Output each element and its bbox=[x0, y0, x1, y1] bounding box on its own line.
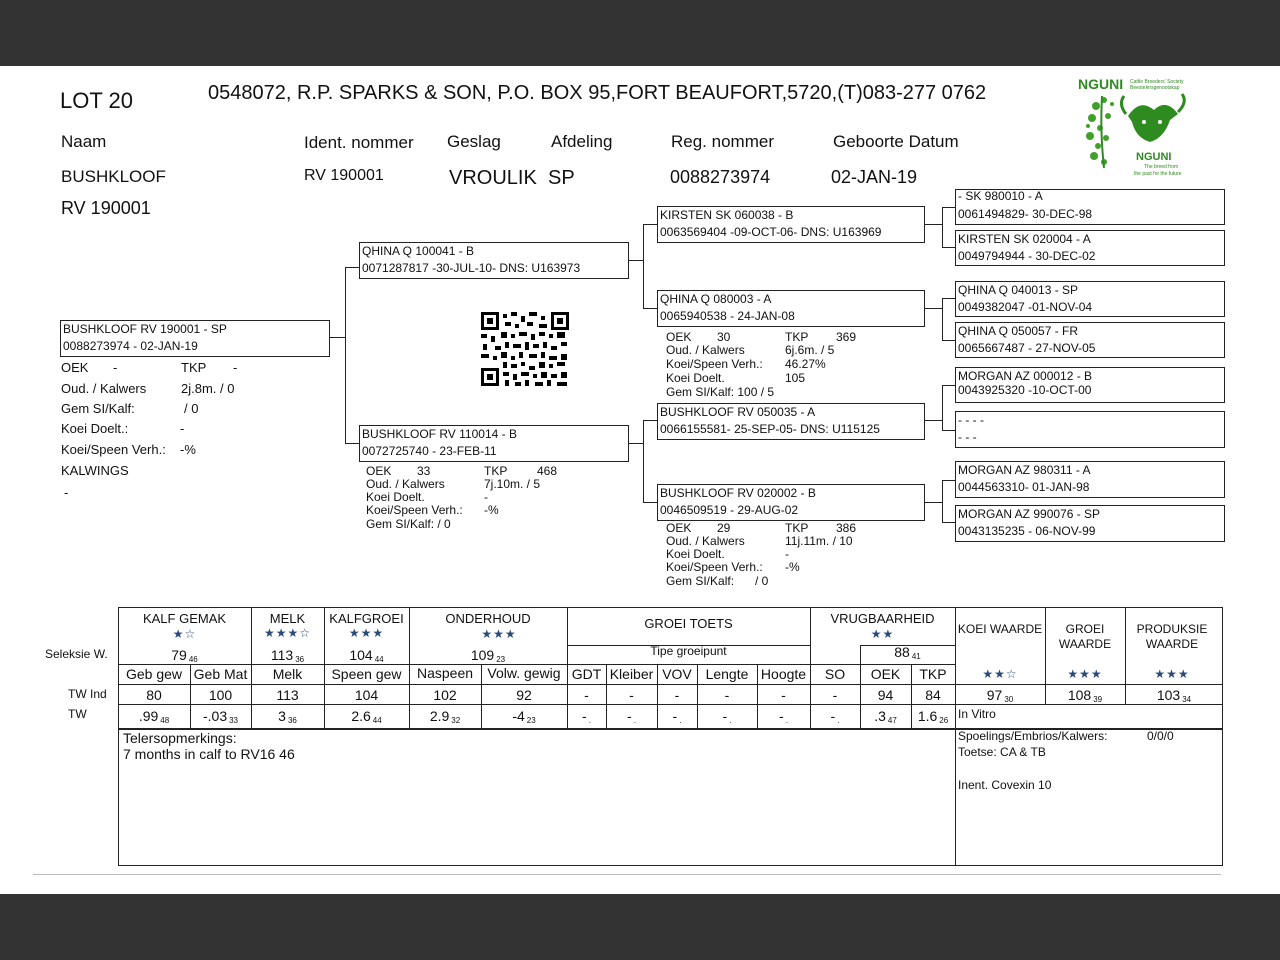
sub: . bbox=[729, 716, 732, 725]
col-header: Melk bbox=[272, 666, 303, 682]
line bbox=[942, 298, 943, 340]
line bbox=[925, 502, 942, 503]
spoelings-value: 0/0/0 bbox=[1147, 729, 1174, 743]
dd-gem: / 0 bbox=[755, 574, 769, 588]
sub: 47 bbox=[887, 716, 897, 725]
stars-groei: ★★★ bbox=[1067, 667, 1103, 681]
in-vitro-label: In Vitro bbox=[958, 707, 996, 721]
dam-speen-label: Koei/Speen Verh.: bbox=[366, 503, 463, 517]
value-reg: 0088273974 bbox=[670, 167, 771, 187]
subject-speen: -% bbox=[180, 442, 196, 457]
breeder-info: 0548072, R.P. SPARKS & SON, P.O. BOX 95,FORT BEAUFORT,5720,(T)083-277 0762 bbox=[208, 82, 987, 104]
subject-kalwings-label: KALWINGS bbox=[61, 463, 129, 478]
sub: . bbox=[633, 716, 636, 725]
twind-groei bbox=[1045, 687, 1125, 704]
logo-brand-text-2: NGUNI bbox=[1136, 151, 1172, 163]
twind-cell: - bbox=[832, 687, 838, 703]
sub: 26 bbox=[939, 716, 949, 725]
ggp-reg: 0061494829- 30-DEC-98 bbox=[958, 207, 1093, 221]
twind-cell: 113 bbox=[276, 687, 299, 703]
col-header: TKP bbox=[919, 666, 947, 682]
sd-oek: 30 bbox=[717, 330, 731, 344]
value: 113 bbox=[270, 647, 294, 663]
sub: . bbox=[588, 716, 591, 725]
ggp-reg: 0049794944 - 30-DEC-02 bbox=[958, 249, 1096, 263]
ggp-box bbox=[955, 367, 1225, 403]
toetse: Toetse: CA & TB bbox=[958, 745, 1046, 759]
line bbox=[925, 420, 942, 421]
value: -.03 bbox=[202, 708, 228, 724]
value: 97 bbox=[986, 687, 1003, 703]
ggp-box bbox=[955, 411, 1225, 448]
dam-tkp-label: TKP bbox=[484, 464, 508, 478]
subject-name: BUSHKLOOF RV 190001 - SP bbox=[63, 322, 227, 336]
value: 103 bbox=[1156, 687, 1181, 703]
sub: 36 bbox=[287, 716, 297, 725]
table-line bbox=[118, 684, 1223, 685]
col-header: Speen gew bbox=[331, 666, 402, 682]
dd-speen-label: Koei/Speen Verh.: bbox=[666, 560, 763, 574]
dam-name: BUSHKLOOF RV 110014 - B bbox=[362, 427, 517, 441]
line bbox=[629, 443, 643, 444]
label-naam: Naam bbox=[61, 132, 107, 151]
line bbox=[942, 207, 955, 208]
line bbox=[942, 207, 943, 247]
sd-oud-label: Oud. / Kalwers bbox=[666, 343, 745, 357]
col-header: Lengte bbox=[705, 666, 749, 682]
ss-reg: 0063569404 -09-OCT-06- DNS: U163969 bbox=[660, 225, 882, 239]
ggp-name: MORGAN AZ 990076 - SP bbox=[958, 507, 1101, 521]
value: - bbox=[582, 708, 587, 724]
sel-kalfgroei bbox=[324, 647, 409, 664]
remarks-text: 7 months in calf to RV16 46 bbox=[123, 746, 295, 762]
sub: 46 bbox=[188, 655, 198, 664]
subject-tkp: - bbox=[233, 360, 238, 375]
dam-oek: 33 bbox=[417, 464, 431, 478]
label-afdeling: Afdeling bbox=[551, 132, 613, 151]
dd-oud-label: Oud. / Kalwers bbox=[666, 534, 745, 548]
twind-cell: 100 bbox=[208, 687, 233, 703]
subject-reg: 0088273974 - 02-JAN-19 bbox=[63, 339, 198, 353]
dam-oud: 7j.10m. / 5 bbox=[484, 477, 541, 491]
value: .3 bbox=[874, 708, 886, 724]
tw-cell bbox=[481, 708, 567, 725]
ggp-box bbox=[955, 189, 1225, 225]
ss-box bbox=[657, 206, 925, 243]
dam-doelt: - bbox=[484, 490, 488, 504]
line bbox=[643, 502, 657, 503]
ggp-reg: 0049382047 -01-NOV-04 bbox=[958, 300, 1093, 314]
sub: 44 bbox=[372, 716, 382, 725]
line bbox=[942, 430, 955, 431]
stars-vrug: ★★ bbox=[870, 627, 895, 641]
sub: 41 bbox=[911, 652, 921, 661]
col-header: Kleiber bbox=[609, 666, 654, 682]
logo-brand-text: NGUNI bbox=[1078, 76, 1124, 92]
tw-cell bbox=[911, 708, 955, 725]
ggp-box bbox=[955, 322, 1225, 358]
tw-cell bbox=[190, 708, 251, 725]
dam-reg: 0072725740 - 23-FEB-11 bbox=[362, 444, 497, 458]
line bbox=[942, 385, 955, 386]
sd-box bbox=[657, 290, 925, 327]
twind-cell: - bbox=[674, 687, 680, 703]
line bbox=[345, 267, 359, 268]
top-band bbox=[0, 0, 1280, 66]
dam-gem-label: Gem SI/Kalf: / 0 bbox=[366, 517, 451, 531]
ggp-box bbox=[955, 281, 1225, 317]
dd-doelt: - bbox=[785, 547, 789, 561]
subject-speen-label: Koei/Speen Verh.: bbox=[61, 442, 166, 457]
dam-oud-label: Oud. / Kalwers bbox=[366, 477, 445, 491]
twind-cell: 92 bbox=[516, 687, 532, 703]
line bbox=[345, 267, 346, 443]
sire-box bbox=[359, 242, 629, 279]
ggp-reg: 0043925320 -10-OCT-00 bbox=[958, 383, 1092, 397]
twind-cell: - bbox=[584, 687, 589, 703]
value: 1.6 bbox=[917, 708, 938, 724]
dd-doelt-label: Koei Doelt. bbox=[666, 547, 725, 561]
subject-doelt-label: Koei Doelt.: bbox=[61, 421, 129, 436]
dd-name: BUSHKLOOF RV 020002 - B bbox=[660, 486, 816, 500]
ds-name: BUSHKLOOF RV 050035 - A bbox=[660, 405, 816, 419]
dam-tkp: 468 bbox=[537, 464, 558, 478]
stars-onderhoud: ★★★ bbox=[481, 627, 517, 641]
sd-name: QHINA Q 080003 - A bbox=[660, 292, 772, 306]
dam-doelt-label: Koei Doelt. bbox=[366, 490, 425, 504]
spoelings-label: Spoelings/Embrios/Kalwers: bbox=[958, 729, 1108, 743]
value-geboorte: 02-JAN-19 bbox=[831, 167, 918, 187]
line bbox=[942, 298, 955, 299]
ss-name: KIRSTEN SK 060038 - B bbox=[660, 208, 794, 222]
value-ident: RV 190001 bbox=[304, 167, 384, 184]
value: 104 bbox=[349, 647, 373, 663]
group-kalfgroei: KALFGROEI bbox=[329, 611, 404, 626]
tw-cell bbox=[567, 708, 606, 725]
ggp-reg: 0044563310- 01-JAN-98 bbox=[958, 480, 1090, 494]
ggp-name: QHINA Q 040013 - SP bbox=[958, 283, 1079, 297]
group-kalf-gemak: KALF GEMAK bbox=[142, 611, 227, 626]
ds-reg: 0066155581- 25-SEP-05- DNS: U115125 bbox=[660, 422, 880, 436]
row-label-seleksie: Seleksie W. bbox=[45, 647, 108, 661]
col-header: OEK bbox=[870, 666, 901, 682]
dd-oek: 29 bbox=[717, 521, 731, 535]
twind-cell: 102 bbox=[433, 687, 457, 703]
sub: . bbox=[785, 716, 788, 725]
sire-name: QHINA Q 100041 - B bbox=[362, 244, 475, 258]
subject-oek-label: OEK bbox=[61, 360, 89, 375]
line bbox=[329, 337, 345, 338]
sub: . bbox=[679, 716, 682, 725]
value: - bbox=[672, 708, 678, 724]
sub: . bbox=[837, 716, 840, 725]
tw-cell bbox=[251, 708, 324, 725]
stars-koei: ★★☆ bbox=[982, 667, 1018, 681]
sd-gem-label: Gem SI/Kalf: 100 / 5 bbox=[666, 385, 775, 399]
tw-cell bbox=[657, 708, 697, 725]
value: 2.9 bbox=[429, 708, 450, 724]
ggp-box bbox=[955, 461, 1225, 498]
value: - bbox=[627, 708, 632, 724]
col-header: Naspeen bbox=[416, 665, 474, 681]
tw-cell bbox=[697, 708, 757, 725]
value: 108 bbox=[1067, 687, 1092, 703]
group-groei-toets: GROEI TOETS bbox=[644, 616, 733, 631]
nguni-logo bbox=[1078, 76, 1210, 178]
col-header: VOV bbox=[662, 666, 692, 682]
ggp-reg: 0043135235 - 06-NOV-99 bbox=[958, 524, 1096, 538]
subject-tkp-label: TKP bbox=[181, 360, 207, 375]
stars-kalf: ★☆ bbox=[172, 627, 197, 641]
logo-tagline-2: the past for the future bbox=[1134, 171, 1182, 177]
tw-cell bbox=[324, 708, 409, 725]
twind-koei bbox=[955, 687, 1045, 704]
line bbox=[942, 247, 955, 248]
ggp-name: - - - - bbox=[958, 413, 984, 427]
col-header: SO bbox=[824, 666, 846, 682]
value: - bbox=[722, 708, 728, 724]
sd-oek-label: OEK bbox=[666, 330, 692, 344]
logo-tagline-1: The breed from bbox=[1144, 164, 1179, 170]
line bbox=[643, 308, 657, 309]
twind-cell: 84 bbox=[925, 687, 941, 703]
dd-reg: 0046509519 - 29-AUG-02 bbox=[660, 503, 799, 517]
sub: 33 bbox=[229, 716, 239, 725]
label-geslag: Geslag bbox=[447, 132, 501, 151]
logo-society-2: Beestelersgenootskap bbox=[1130, 85, 1180, 91]
sire-reg: 0071287817 -30-JUL-10- DNS: U163973 bbox=[362, 261, 581, 275]
group-vrugbaarheid: VRUGBAARHEID bbox=[830, 611, 935, 626]
table-line bbox=[118, 704, 1223, 705]
sub: 30 bbox=[1004, 695, 1014, 704]
value: - bbox=[830, 708, 836, 724]
stars-melk: ★★★☆ bbox=[263, 626, 312, 640]
label-ident: Ident. nommer bbox=[304, 133, 414, 152]
group-tipe-groeipunt: Tipe groeipunt bbox=[650, 644, 727, 658]
sub: 32 bbox=[451, 716, 461, 725]
tw-cell bbox=[118, 708, 190, 725]
sd-speen: 46.27% bbox=[785, 357, 826, 371]
ggp-reg: 0065667487 - 27-NOV-05 bbox=[958, 341, 1096, 355]
ggp-name: KIRSTEN SK 020004 - A bbox=[958, 232, 1091, 246]
line bbox=[643, 224, 644, 308]
sub: 39 bbox=[1093, 695, 1103, 704]
bottom-band bbox=[0, 894, 1280, 960]
dd-gem-label: Gem SI/Kalf: bbox=[666, 574, 735, 588]
value: 79 bbox=[171, 647, 187, 663]
sd-doelt-label: Koei Doelt. bbox=[666, 371, 725, 385]
value-geslag: VROULIK bbox=[449, 167, 537, 189]
col-header: Volw. gewig bbox=[487, 665, 561, 681]
sub: 48 bbox=[160, 716, 170, 725]
line bbox=[942, 385, 943, 430]
ggp-name: MORGAN AZ 000012 - B bbox=[958, 369, 1093, 383]
value: 2.6 bbox=[351, 708, 371, 724]
line bbox=[345, 443, 359, 444]
logo-society-1: Cattle Breeders' Society bbox=[1130, 79, 1184, 85]
value: 109 bbox=[470, 647, 495, 663]
ggp-reg: - - - bbox=[958, 430, 977, 444]
col-header: GDT bbox=[571, 666, 602, 682]
twind-cell: 94 bbox=[877, 687, 894, 703]
value: 88 bbox=[894, 644, 910, 660]
line bbox=[942, 340, 955, 341]
group-koei-waarde: KOEI WAARDE bbox=[957, 622, 1043, 636]
dd-oek-label: OEK bbox=[666, 521, 692, 535]
sd-reg: 0065940538 - 24-JAN-08 bbox=[660, 309, 795, 323]
twind-cell: - bbox=[781, 687, 786, 703]
tw-cell bbox=[606, 708, 657, 725]
twind-cell: - bbox=[724, 687, 730, 703]
twind-cell: - bbox=[629, 687, 634, 703]
value-afdeling: SP bbox=[548, 167, 575, 189]
ggp-name: - SK 980010 - A bbox=[958, 189, 1043, 203]
value: 3 bbox=[278, 708, 286, 724]
group-onderhoud: ONDERHOUD bbox=[445, 611, 531, 626]
ggp-box bbox=[955, 505, 1225, 542]
footer-rule bbox=[33, 874, 1221, 875]
sd-oud: 6j.6m. / 5 bbox=[785, 343, 835, 357]
sd-speen-label: Koei/Speen Verh.: bbox=[666, 357, 763, 371]
sd-tkp: 369 bbox=[836, 330, 857, 344]
sd-doelt: 105 bbox=[785, 371, 806, 385]
subject-oek: - bbox=[113, 360, 118, 375]
subject-box bbox=[60, 320, 330, 357]
tw-cell bbox=[810, 708, 860, 725]
subject-oud-label: Oud. / Kalwers bbox=[61, 381, 147, 396]
dd-tkp-label: TKP bbox=[785, 521, 809, 535]
lot-number: LOT 20 bbox=[60, 88, 133, 113]
line bbox=[643, 420, 644, 502]
subject-gem-label: Gem SI/Kalf: bbox=[61, 401, 135, 416]
line bbox=[643, 224, 657, 225]
dd-speen: -% bbox=[785, 560, 800, 574]
value: - bbox=[779, 708, 784, 724]
sub: 34 bbox=[1182, 695, 1192, 704]
table-line bbox=[955, 607, 956, 866]
sub: 44 bbox=[374, 655, 384, 664]
sel-melk bbox=[251, 647, 324, 664]
line bbox=[925, 224, 942, 225]
value-naam: BUSHKLOOF bbox=[61, 167, 166, 186]
tw-cell bbox=[860, 708, 911, 725]
subject-kalwings: - bbox=[64, 485, 69, 500]
line bbox=[629, 260, 643, 261]
dd-tkp: 386 bbox=[836, 521, 857, 535]
sub: 23 bbox=[496, 655, 506, 664]
twind-prod bbox=[1125, 687, 1223, 704]
qr-code bbox=[481, 312, 569, 386]
col-header: Geb gew bbox=[125, 666, 183, 682]
twind-cell: 104 bbox=[354, 687, 379, 703]
subject-gem: / 0 bbox=[184, 401, 199, 416]
sel-onderhoud bbox=[409, 647, 567, 664]
line bbox=[925, 308, 942, 309]
twind-cell: 80 bbox=[146, 687, 162, 703]
stars-prod: ★★★ bbox=[1154, 667, 1190, 681]
value: .99 bbox=[138, 708, 159, 724]
label-reg: Reg. nommer bbox=[671, 132, 774, 151]
label-geboorte: Geboorte Datum bbox=[833, 132, 959, 151]
sel-vrug bbox=[860, 644, 955, 661]
row-label-twind: TW Ind bbox=[68, 687, 107, 701]
tw-cell bbox=[409, 708, 481, 725]
ggp-box bbox=[955, 230, 1225, 266]
tw-cell bbox=[757, 708, 810, 725]
group-produksie-waarde: PRODUKSIE WAARDE bbox=[1136, 622, 1208, 651]
inent: Inent. Covexin 10 bbox=[958, 778, 1052, 792]
line bbox=[942, 480, 955, 481]
ggp-name: QHINA Q 050057 - FR bbox=[958, 324, 1079, 338]
subject-doelt: - bbox=[180, 421, 185, 436]
dam-oek-label: OEK bbox=[366, 464, 392, 478]
sel-kalf bbox=[118, 647, 251, 664]
row-label-tw: TW bbox=[68, 707, 87, 721]
sd-tkp-label: TKP bbox=[785, 330, 809, 344]
subject-oud: 2j.8m. / 0 bbox=[181, 381, 235, 396]
ds-box bbox=[657, 403, 925, 440]
line bbox=[942, 480, 943, 522]
group-melk: MELK bbox=[269, 611, 306, 626]
sub: 23 bbox=[526, 716, 536, 725]
remarks-label: Telersopmerkings: bbox=[123, 730, 237, 746]
stars-kalfgroei: ★★★ bbox=[348, 626, 385, 640]
col-header: Hoogte bbox=[760, 666, 807, 682]
line bbox=[942, 522, 955, 523]
dd-box bbox=[657, 484, 925, 521]
group-groei-waarde: GROEI WAARDE bbox=[1058, 622, 1112, 651]
sub: 36 bbox=[295, 655, 305, 664]
col-header: Geb Mat bbox=[193, 666, 248, 682]
dd-oud: 11j.11m. / 10 bbox=[785, 534, 853, 548]
ggp-name: MORGAN AZ 980311 - A bbox=[958, 463, 1091, 477]
line bbox=[643, 420, 657, 421]
dam-speen: -% bbox=[484, 503, 499, 517]
value: -4 bbox=[512, 708, 525, 724]
dam-box bbox=[359, 425, 629, 462]
value-ident-big: RV 190001 bbox=[61, 198, 151, 218]
